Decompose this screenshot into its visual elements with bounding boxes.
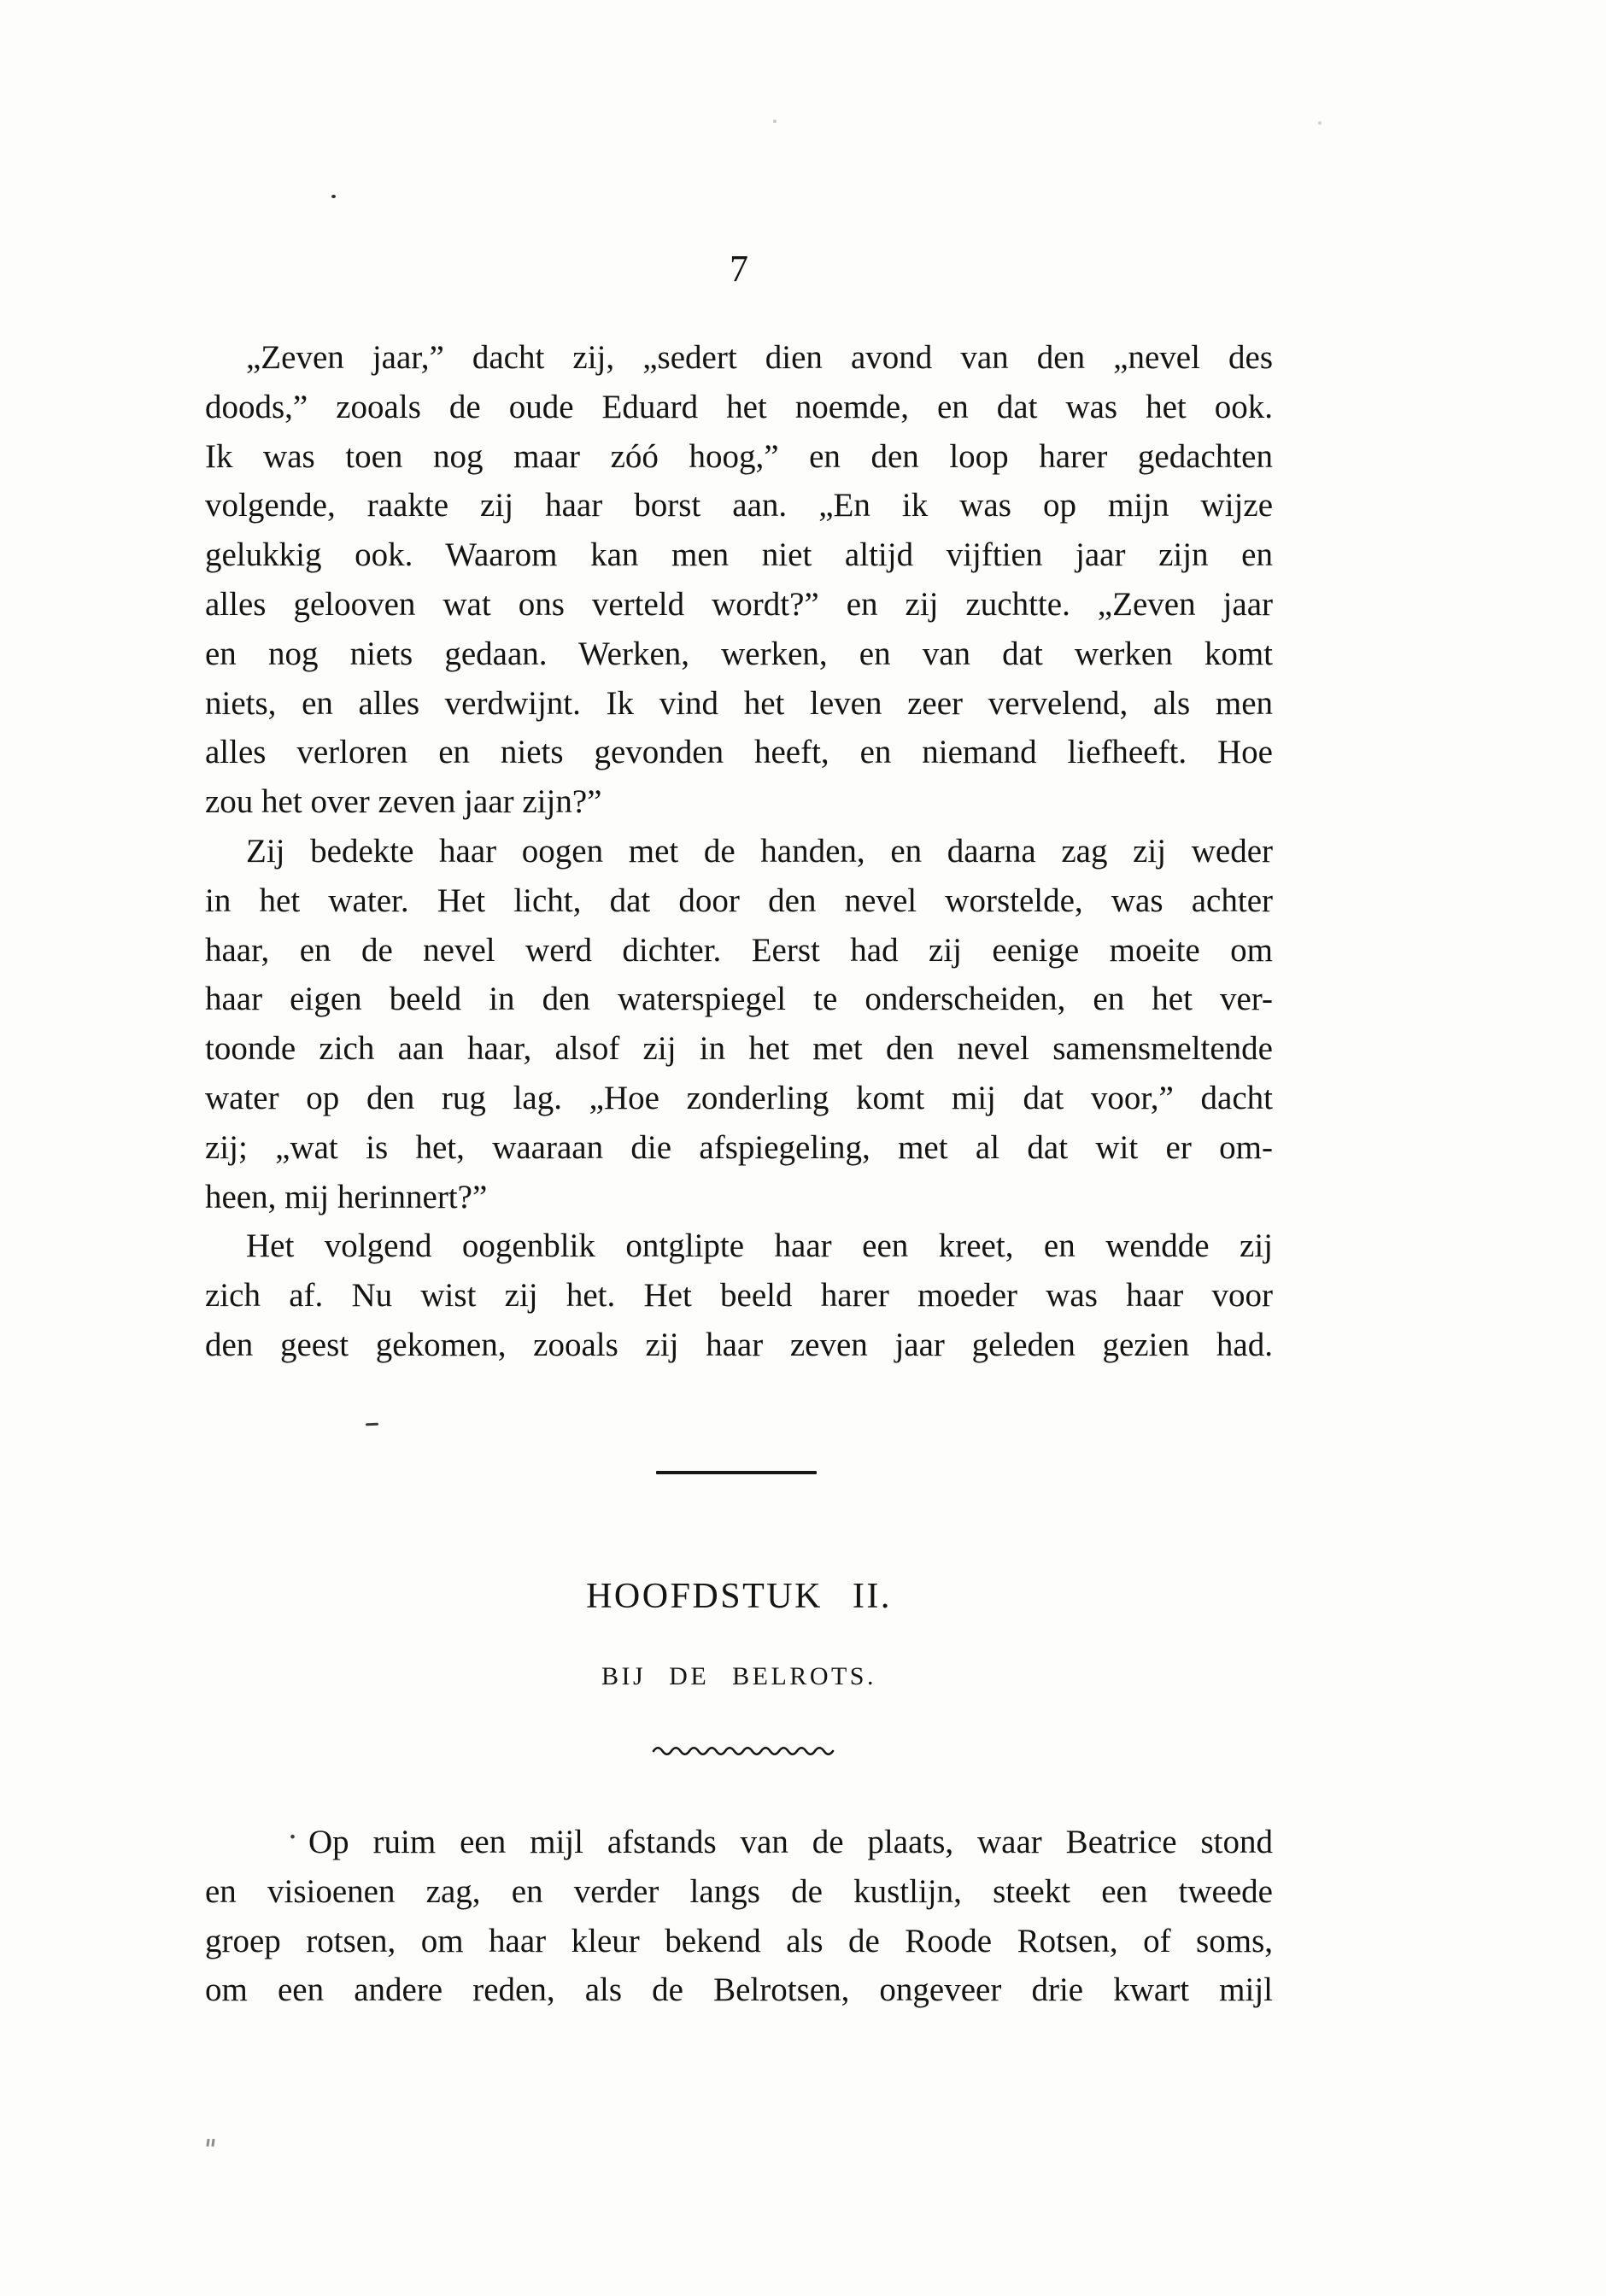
text-line: water op den rug lag. „Hoe zonderling komt mij dat voor,” dacht bbox=[205, 1079, 1273, 1116]
text-line: niets, en alles verdwijnt. Ik vind het leven zeer vervelend, als men bbox=[205, 684, 1273, 722]
squiggle-ornament bbox=[651, 1742, 839, 1758]
text-line: haar eigen beeld in den waterspiegel te onderscheiden, en het ver- bbox=[205, 981, 1273, 1018]
scan-speck bbox=[366, 1423, 378, 1426]
text-line bbox=[205, 1818, 1273, 1867]
text-line-content: Op ruim een mijl afstands van de plaats, waar Beatrice stond bbox=[308, 1824, 1273, 1860]
text-line: gelukkig ook. Waarom kan men niet altijd vijftien jaar zijn en bbox=[205, 536, 1273, 574]
page-number: 7 bbox=[730, 248, 748, 290]
text-line: Zij bedekte haar oogen met de handen, en daarna zag zij weder bbox=[246, 832, 1273, 870]
scan-speck bbox=[205, 2139, 215, 2147]
text-line: en nog niets gedaan. Werken, werken, en van dat werken komt bbox=[205, 635, 1273, 672]
text-line: haar, en de nevel werd dichter. Eerst had zij eenige moeite om bbox=[205, 931, 1273, 969]
chapter-opening-paragraph bbox=[205, 1818, 1273, 2015]
text-line: zich af. Nu wist zij het. Het beeld harer moeder was haar voor bbox=[205, 1277, 1273, 1315]
text-line: om een andere reden, als de Belrotsen, ongeveer drie kwart mijl bbox=[205, 1971, 1273, 2009]
text-line: heen, mij herinnert?” bbox=[205, 1178, 488, 1215]
text-line: „Zeven jaar,” dacht zij, „sedert dien avond van den „nevel des bbox=[246, 339, 1273, 376]
text-line: alles gelooven wat ons verteld wordt?” en zij zuchtte. „Zeven jaar bbox=[205, 585, 1273, 623]
scan-speck bbox=[331, 195, 336, 198]
scan-speck bbox=[773, 120, 777, 123]
paragraph-2 bbox=[205, 827, 1273, 1221]
text-line: toonde zich aan haar, alsof zij in het met den nevel samensmeltende bbox=[205, 1030, 1273, 1068]
chapter-heading: HOOFDSTUK II. bbox=[586, 1577, 892, 1616]
scan-stray-mark: · bbox=[287, 1819, 298, 1855]
text-line: Het volgend oogenblik ontglipte haar een kreet, en wendde zij bbox=[246, 1227, 1273, 1265]
text-line: den geest gekomen, zooals zij haar zeven jaar geleden gezien had. bbox=[205, 1326, 1273, 1363]
text-line: doods,” zooals de oude Eduard het noemde, en dat was het ook. bbox=[205, 388, 1273, 425]
text-line: alles verloren en niets gevonden heeft, en niemand liefheeft. Hoe bbox=[205, 734, 1273, 771]
text-line: Ik was toen nog maar zóó hoog,” en den loop harer gedachten bbox=[205, 437, 1273, 475]
section-divider-rule bbox=[656, 1471, 817, 1474]
scan-speck bbox=[1318, 121, 1322, 125]
text-line: in het water. Het licht, dat door den nevel worstelde, was achter bbox=[205, 882, 1273, 919]
paragraph-1 bbox=[205, 333, 1273, 827]
text-line: en visioenen zag, en verder langs de kustlijn, steekt een tweede bbox=[205, 1872, 1273, 1910]
text-line: zij; „wat is het, waaraan die afspiegeling, met al dat wit er om- bbox=[205, 1128, 1273, 1166]
text-line: groep rotsen, om haar kleur bekend als de Roode Rotsen, of soms, bbox=[205, 1922, 1273, 1959]
paragraph-3 bbox=[205, 1221, 1273, 1369]
text-line: volgende, raakte zij haar borst aan. „En ik was op mijn wijze bbox=[205, 487, 1273, 524]
chapter-subheading: BIJ DE BELROTS. bbox=[601, 1662, 876, 1690]
body-text bbox=[205, 333, 1273, 1370]
text-line: zou het over zeven jaar zijn?” bbox=[205, 783, 602, 821]
